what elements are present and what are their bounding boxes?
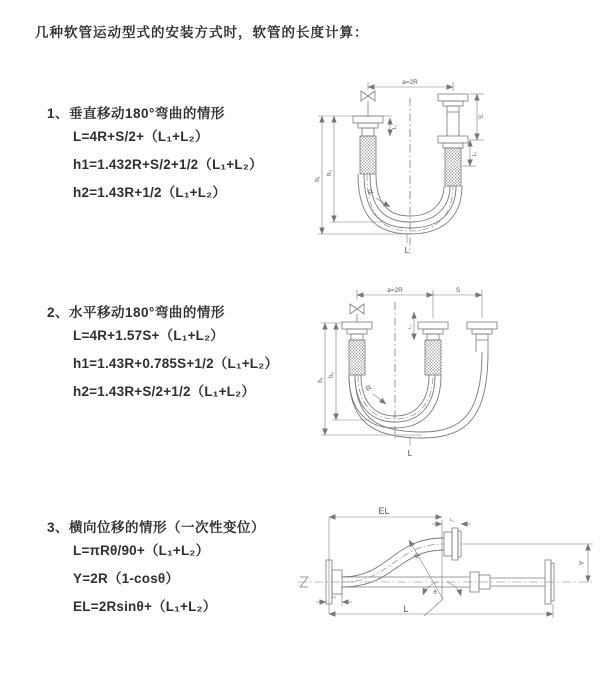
section-2-heading: 2、水平移动180°弯曲的情形 — [47, 305, 225, 320]
section-3 — [47, 518, 265, 621]
label-theta: θ — [433, 590, 437, 596]
middle-pipe-assembly — [418, 322, 448, 375]
upper-right-flange — [444, 528, 461, 560]
dimension-a2r — [357, 290, 482, 318]
braided-hose-section — [445, 148, 461, 186]
valve-icon — [350, 304, 364, 322]
label-l2: L₁ — [449, 517, 455, 522]
page-title: 几种软管运动型式的安装方式时，软管的长度计算： — [35, 25, 369, 40]
label-a2r: a=2R — [387, 287, 403, 294]
s-curve-hose — [342, 538, 444, 587]
lateral-displacement-diagram — [296, 502, 600, 652]
formula: h2=1.43R+1/2（L₁+L₂） — [73, 185, 227, 200]
label-h2: h₂ — [327, 170, 333, 176]
section-2 — [47, 303, 278, 406]
hose-u-arcs-shifted — [349, 352, 488, 438]
right-pipe-assembly — [467, 322, 497, 352]
valve-icon — [361, 91, 375, 116]
radius-leader — [376, 198, 390, 207]
formula: h2=1.43R+S/2+1/2（L₁+L₂） — [73, 384, 256, 399]
formula: L=4R+S/2+（L₁+L₂） — [73, 129, 209, 144]
label-l: L — [404, 245, 410, 255]
label-s: S — [455, 287, 461, 294]
label-l1: L₁ — [407, 324, 412, 330]
left-pipe-assembly — [353, 116, 383, 174]
radius-leader — [373, 394, 386, 404]
dimension-el — [329, 517, 442, 614]
label-l1: L₁ — [392, 124, 398, 130]
label-y: Y — [579, 560, 586, 566]
right-pipe-assembly — [438, 94, 468, 186]
braided-hose-section — [360, 136, 376, 174]
label-h1: h₁ — [315, 176, 321, 182]
label-s: S — [479, 114, 485, 120]
section-1 — [47, 104, 263, 207]
label-l: L — [403, 604, 409, 614]
formula: Y=2R（1-cosθ） — [73, 571, 180, 586]
horizontal-180-bend-diagram — [310, 280, 600, 462]
label-h1: h₁ — [318, 377, 324, 383]
vertical-180-bend-diagram — [310, 74, 600, 260]
section-1-heading: 1、垂直移动180°弯曲的情形 — [47, 106, 225, 121]
label-el: EL — [378, 506, 390, 516]
label-l1: L₂ — [331, 594, 337, 599]
dimension-l — [329, 604, 553, 618]
formula: h1=1.43R+0.785S+1/2（L₁+L₂） — [73, 356, 279, 371]
label-l2: L₂ — [472, 151, 478, 157]
braided-hose-section — [425, 340, 441, 375]
formula: L=4R+1.57S+（L₁+L₂） — [73, 328, 224, 343]
label-r: R — [413, 552, 423, 561]
label-r: R — [365, 384, 374, 394]
radius-construction — [409, 540, 443, 616]
label-l: L — [407, 448, 413, 458]
left-pipe-assembly — [342, 322, 372, 375]
dimension-y — [461, 544, 593, 582]
section-3-heading: 3、横向位移的情形（一次性变位） — [47, 520, 266, 535]
braided-hose-section — [349, 340, 365, 375]
label-r: R — [367, 188, 376, 198]
formula: EL=2Rsinθ+（L₁+L₂） — [73, 599, 217, 614]
label-h2: h₂ — [329, 372, 335, 378]
formula: L=πRθ/90+（L₁+L₂） — [73, 543, 210, 558]
formula: h1=1.432R+S/2+1/2（L₁+L₂） — [73, 157, 263, 172]
label-a2r: a=2R — [402, 79, 418, 86]
